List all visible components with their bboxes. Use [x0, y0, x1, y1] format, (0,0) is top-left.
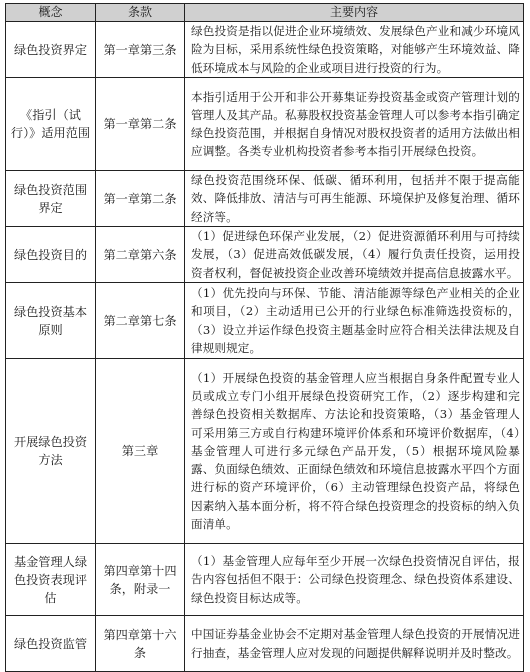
content-cell: （1）促进绿色环保产业发展，（2）促进资源循环利用与可持续发展，（3）促进高效低碳发展，（4）履行负责任投资，运用投资者权利，督促被投资企业改善环境绩效并提高信息披露水平。: [185, 227, 524, 283]
concept-cell: 绿色投资基本原则: [6, 283, 96, 359]
content-cell: 绿色投资范围绕环保、低碳、循环利用，包括并不限于提高能效、降低排放、清洁与可再生能源、环境保护及修复治理、循环经济等。: [185, 171, 524, 227]
table-row: [6, 544, 524, 616]
clause-cell: 第一章第三条: [96, 22, 185, 78]
table-row: [6, 22, 524, 78]
concept-cell: 《指引（试行）》适用范围: [6, 78, 96, 171]
concept-cell: 绿色投资范围界定: [6, 171, 96, 227]
header-concept: 概念: [6, 4, 96, 22]
table-row: [6, 227, 524, 283]
concept-cell: 绿色投资目的: [6, 227, 96, 283]
header-clause: 条款: [96, 4, 185, 22]
green-investment-table: [5, 3, 524, 672]
clause-cell: 第二章第七条: [96, 283, 185, 359]
content-cell: 本指引适用于公开和非公开募集证券投资基金或资产管理计划的管理人及其产品。私募股权投资基金管理人可以参考本指引确定绿色投资范围，并根据自身情况对股权投资者的适用方法做出相应调整。各类专业机构投资者参考本指引开展绿色投资。: [185, 78, 524, 171]
clause-cell: 第四章第十四条，附录一: [96, 544, 185, 616]
table-row: [6, 283, 524, 359]
content-cell: （1）基金管理人应每年至少开展一次绿色投资情况自评估，报告内容包括但不限于：公司绿色投资理念、绿色投资体系建设、绿色投资目标达成等。: [185, 544, 524, 616]
clause-cell: 第一章第二条: [96, 171, 185, 227]
content-cell: 中国证券基金业协会不定期对基金管理人绿色投资的开展情况进行抽查，基金管理人应对发现的问题提供解释说明并及时整改。: [185, 616, 524, 672]
clause-cell: 第三章: [96, 359, 185, 544]
table-header-row: [6, 4, 524, 22]
header-content: 主要内容: [185, 4, 524, 22]
clause-cell: 第二章第六条: [96, 227, 185, 283]
content-cell: 绿色投资是指以促进企业环境绩效、发展绿色产业和减少环境风险为目标，采用系统性绿色投资策略，对能够产生环境效益、降低环境成本与风险的企业或项目进行投资的行为。: [185, 22, 524, 78]
clause-cell: 第一章第二条: [96, 78, 185, 171]
concept-cell: 绿色投资界定: [6, 22, 96, 78]
document-page: [5, 3, 523, 672]
table-row: [6, 359, 524, 544]
table-row: [6, 171, 524, 227]
clause-cell: 第四章第十六条: [96, 616, 185, 672]
concept-cell: 基金管理人绿色投资表现评估: [6, 544, 96, 616]
table-row: [6, 78, 524, 171]
table-row: [6, 616, 524, 672]
concept-cell: 绿色投资监管: [6, 616, 96, 672]
concept-cell: 开展绿色投资方法: [6, 359, 96, 544]
content-cell: （1）开展绿色投资的基金管理人应当根据自身条件配置专业人员或成立专门小组开展绿色投资研究工作，（2）逐步构建和完善绿色投资相关数据库、方法论和投资策略，（3）基金管理人可采用第三方或自行构建环境评价体系和环境评价数据库，（4）基金管理人可进行多元绿色产品开发，（5）根据环境风险暴露、负面绿色绩效、正面绿色绩效和环境信息披露水平四个方面进行标的资产环境评价，（6）主动管理绿色投资产品，将绿色因素纳入基本面分析，将不符合绿色投资理念的投资标的纳入负面清单。: [185, 359, 524, 544]
content-cell: （1）优先投向与环保、节能、清洁能源等绿色产业相关的企业和项目，（2）主动适用已公开的行业绿色标准筛选投资标的，（3）设立并运作绿色投资主题基金时应符合相关法律法规及自律规则规定。: [185, 283, 524, 359]
